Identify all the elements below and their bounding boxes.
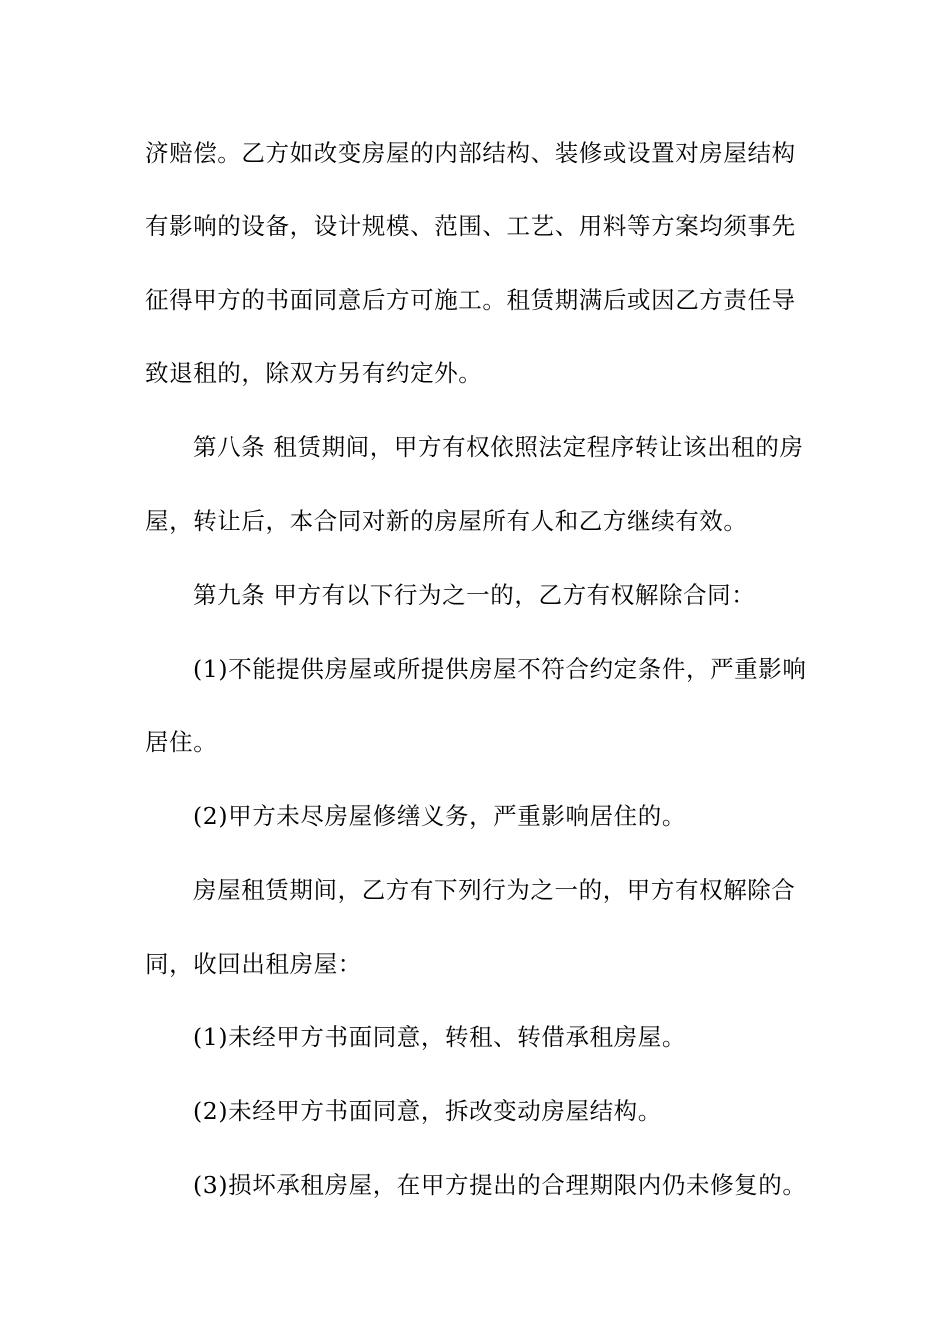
list-item-line: (2)未经甲方书面同意，拆改变动房屋结构。 <box>193 1097 662 1125</box>
list-item-line: (1)未经甲方书面同意，转租、转借承租房屋。 <box>193 1023 686 1051</box>
text-line: 征得甲方的书面同意后方可施工。租赁期满后或因乙方责任导 <box>145 286 796 314</box>
text-line: 致退租的，除双方另有约定外。 <box>145 359 483 387</box>
paragraph-line: 房屋租赁期间，乙方有下列行为之一的，甲方有权解除合 <box>193 876 796 904</box>
article-eight-line: 第八条 租赁期间，甲方有权依照法定程序转让该出租的房 <box>193 433 804 461</box>
text-line: 有影响的设备，设计规模、范围、工艺、用料等方案均须事先 <box>145 212 796 240</box>
text-line: 居住。 <box>145 728 218 756</box>
article-nine-line: 第九条 甲方有以下行为之一的，乙方有权解除合同： <box>193 581 756 609</box>
text-line: 济赔偿。乙方如改变房屋的内部结构、装修或设置对房屋结构 <box>145 139 796 167</box>
text-line: 同，收回出租房屋： <box>145 950 362 978</box>
list-item-line: (3)损坏承租房屋，在甲方提出的合理期限内仍未修复的。 <box>193 1171 807 1199</box>
text-line: 屋，转让后，本合同对新的房屋所有人和乙方继续有效。 <box>145 507 748 535</box>
list-item-line: (1)不能提供房屋或所提供房屋不符合约定条件，严重影响 <box>193 655 807 683</box>
list-item-line: (2)甲方未尽房屋修缮义务，严重影响居住的。 <box>193 802 686 830</box>
